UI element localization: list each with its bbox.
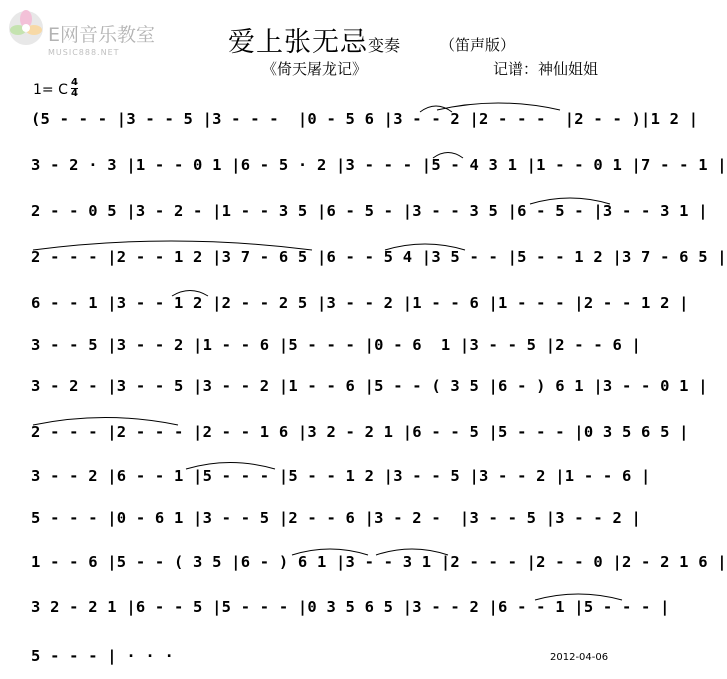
logo-text: E网音乐教室	[48, 24, 156, 46]
score-line: 3 - - 5 |3 - - 2 |1 - - 6 |5 - - - |0 - 6 1 |3 - - 5 |2 - - 6 |	[31, 336, 642, 354]
edition-label: （笛声版）	[440, 36, 516, 54]
key-signature: 1= C	[33, 82, 68, 98]
transcriber-credit: 记谱：神仙姐姐	[493, 60, 599, 78]
score-line: 1 - - 6 |5 - - ( 3 5 |6 - ) 6 1 |3 - - 3 1 |2 - - - |2 - - 0 |2 - 2 1 6 |	[31, 553, 727, 571]
score-line: 3 2 - 2 1 |6 - - 5 |5 - - - |0 3 5 6 5 |3 - - 2 |6 - - 1 |5 - - - |	[31, 598, 670, 616]
date-stamp: 2012-04-06	[550, 652, 609, 663]
score-line: 6 - - 1 |3 - - 1 2 |2 - - 2 5 |3 - - 2 |1 - - 6 |1 - - - |2 - - 1 2 |	[31, 294, 689, 312]
song-source: 《倚天屠龙记》	[262, 60, 368, 78]
score-line: 2 - - - |2 - - - |2 - - 1 6 |3 2 - 2 1 |6 - - 5 |5 - - - |0 3 5 6 5 |	[31, 423, 689, 441]
score-line: 3 - - 2 |6 - - 1 |5 - - - |5 - - 1 2 |3 - - 5 |3 - - 2 |1 - - 6 |	[31, 467, 651, 485]
score-line: (5 - - - |3 - - 5 |3 - - - |0 - 5 6 |3 - - 2 |2 - - - |2 - - )|1 2 |	[31, 110, 699, 128]
time-signature-top: 4	[71, 77, 78, 88]
logo-url: MUSIC888.NET	[48, 48, 120, 57]
song-title-suffix: 变奏	[368, 36, 401, 55]
song-title: 爱上张无忌	[228, 27, 368, 58]
score-line: 3 - 2 · 3 |1 - - 0 1 |6 - 5 · 2 |3 - - - |5 - 4 3 1 |1 - - 0 1 |7 - - 1 |	[31, 156, 727, 174]
score-line: 5 - - - | · · ·	[31, 647, 174, 665]
score-line: 3 - 2 - |3 - - 5 |3 - - 2 |1 - - 6 |5 - - ( 3 5 |6 - ) 6 1 |3 - - 0 1 |	[31, 377, 708, 395]
score-line: 2 - - 0 5 |3 - 2 - |1 - - 3 5 |6 - 5 - |3 - - 3 5 |6 - 5 - |3 - - 3 1 |	[31, 202, 708, 220]
score-line: 5 - - - |0 - 6 1 |3 - - 5 |2 - - 6 |3 - 2 - |3 - - 5 |3 - - 2 |	[31, 509, 642, 527]
time-signature-bottom: 4	[71, 88, 78, 99]
score-line: 2 - - - |2 - - 1 2 |3 7 - 6 5 |6 - - 5 4 |3 5 - - |5 - - 1 2 |3 7 - 6 5 |	[31, 248, 727, 266]
